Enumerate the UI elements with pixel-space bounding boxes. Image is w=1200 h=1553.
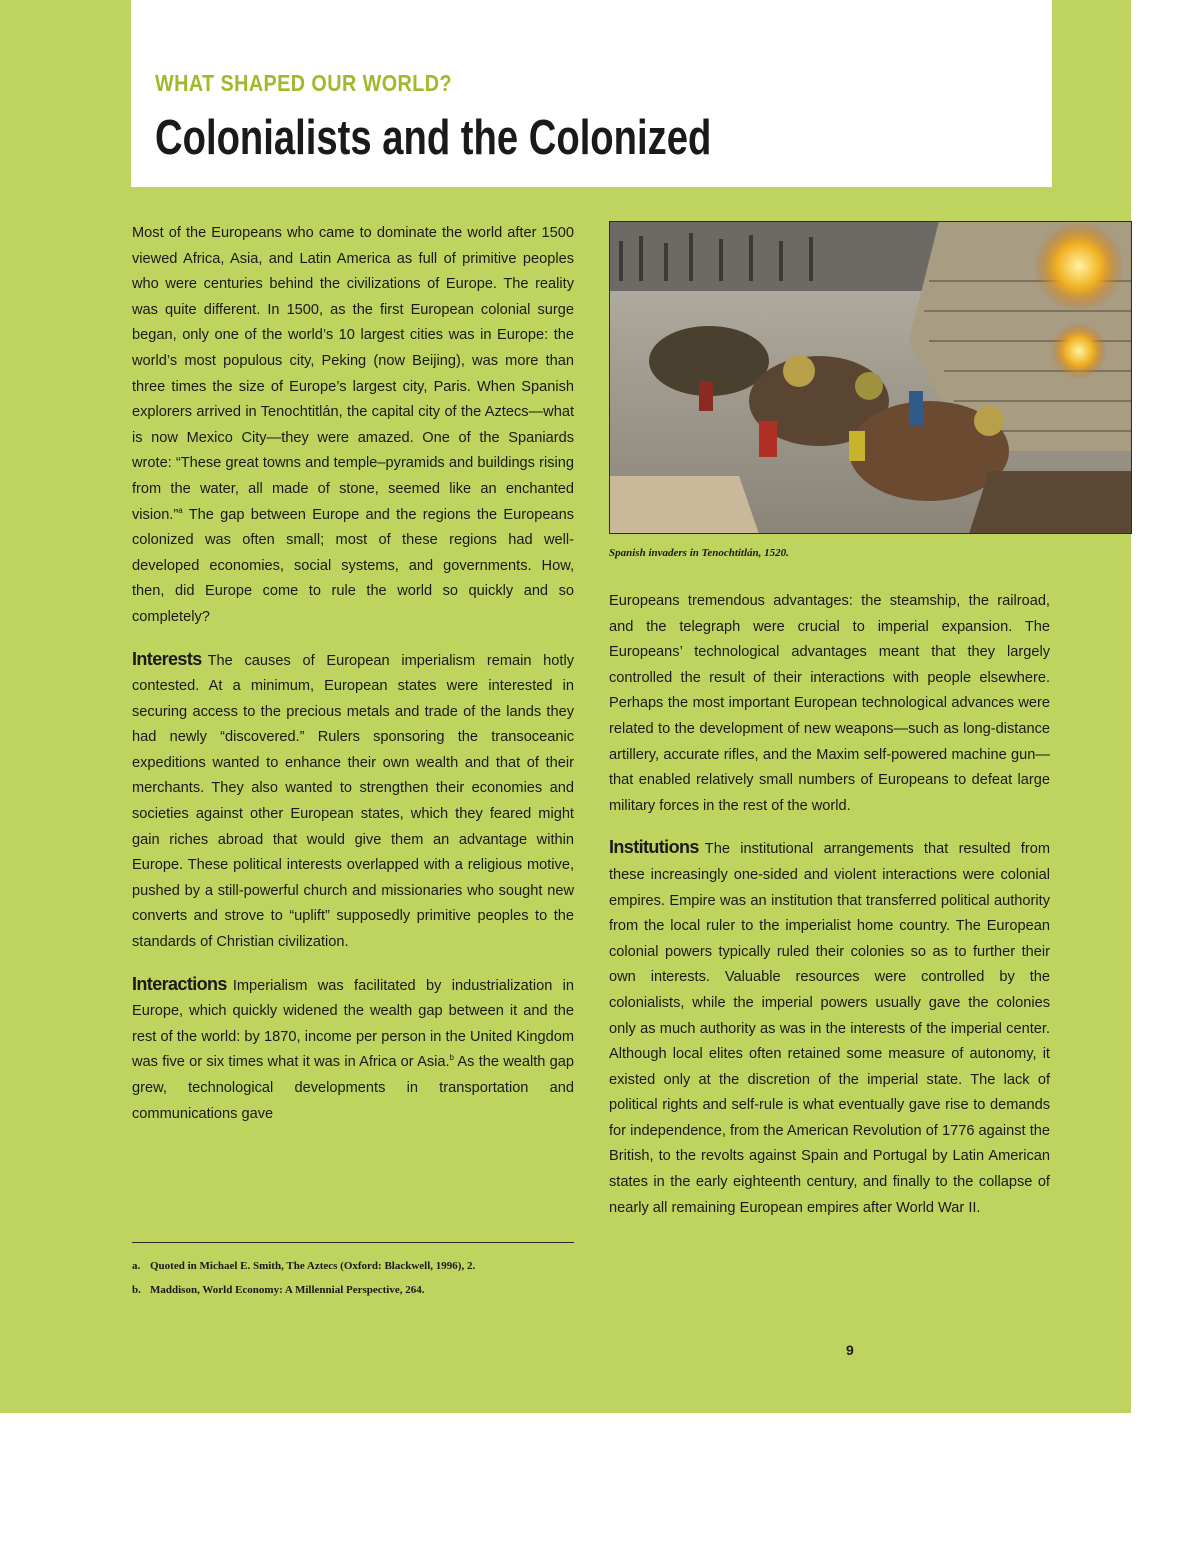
- interactions-tail: As the wealth gap grew, technological developments in transportation and communications gave: [132, 1054, 574, 1122]
- figure-caption: Spanish invaders in Tenochtitlán, 1520.: [609, 547, 789, 559]
- footnotes-list: [132, 1254, 574, 1302]
- right-column: [609, 589, 1050, 1221]
- interests-paragraph: [132, 647, 574, 956]
- page-number: 9: [846, 1342, 854, 1358]
- interactions-text: Imperialism was facilitated by industrialization in Europe, which quickly widened the wealth gap between it and the rest of the world: by 1870, income per person in the United Kingdom was five or six times what it was in Africa or Asia.: [132, 977, 574, 1071]
- section-kicker: WHAT SHAPED OUR WORLD?: [155, 70, 452, 96]
- institutions-paragraph: [609, 835, 1050, 1221]
- interests-heading: Interests: [132, 648, 202, 669]
- footnote-a-text: Quoted in Michael E. Smith, The Aztecs (Oxford: Blackwell, 1996), 2.: [150, 1260, 476, 1272]
- footnote-ref-b[interactable]: b: [449, 1053, 454, 1063]
- left-column: [132, 221, 574, 1127]
- intro-text: Most of the Europeans who came to dominate the world after 1500 viewed Africa, Asia, and Latin America as full of primitive peoples who were centuries behind the civilizations of Europe. The reality was quite different. In 1500, as the first European colonial surge began, only one of the world’s 10 largest cities was in Europe: the world’s most populous city, Peking (now Beijing), was more than three times the size of Europe’s largest city, Paris. When Spanish explorers arrived in Tenochtitlán, the capital city of the Aztecs—what is now Mexico City—they were amazed. One of the Spaniards wrote: “These great towns and temple–pyramids and buildings rising from the water, all made of stone, seemed like an enchanted vision.”: [132, 225, 574, 523]
- footnote-a-mark: a.: [132, 1260, 141, 1272]
- footnote-rule: [132, 1242, 574, 1243]
- interactions-heading: Interactions: [132, 973, 227, 994]
- intro-tail: The gap between Europe and the regions the Europeans colonized was often small; most of these regions had well-developed economies, social systems, and governments. How, then, did Europe come to rule the world so quickly and so completely?: [132, 506, 574, 625]
- institutions-text: The institutional arrangements that resulted from these increasingly one-sided and violent interactions were colonial empires. Empire was an institution that transferred political authority from the local ruler to the imperialist home country. The European colonial powers typically ruled their colonies so as to further their own interests. Valuable resources were controlled by the colonialists, while the imperial powers usually gave the colonies only as much authority as was in the interests of the imperial center. Although local elites often retained some measure of autonomy, it existed only at the discretion of the imperial state. The lack of political rights and self-rule is what eventually gave rise to demands for independence, from the American Revolution of 1776 against the British, to the revolts against Spain and Portugal by Latin American states in the early eighteenth century, and finally to the collapse of nearly all remaining European empires after World War II.: [609, 841, 1050, 1216]
- institutions-heading: Institutions: [609, 837, 699, 858]
- page-title: Colonialists and the Colonized: [155, 111, 712, 165]
- footnote-a: [132, 1254, 574, 1278]
- footnote-ref-a[interactable]: a: [178, 505, 183, 515]
- footnote-b-text: Maddison, World Economy: A Millennial Perspective, 264.: [150, 1284, 425, 1296]
- illustration-image: [609, 221, 1132, 534]
- continuation-paragraph: Europeans tremendous advantages: the steamship, the railroad, and the telegraph were crucial to imperial expansion. The Europeans’ technological advantages meant that they largely controlled the result of their interactions with people elsewhere. Perhaps the most important European technological advances were related to the development of new weapons—such as long-distance artillery, accurate rifles, and the Maxim self-powered machine gun—that enabled relatively small numbers of Europeans to defeat large military forces in the rest of the world.: [609, 593, 1050, 814]
- footnote-b: [132, 1278, 574, 1302]
- intro-paragraph: [132, 221, 574, 631]
- interests-text: The causes of European imperialism remain hotly contested. At a minimum, European states were interested in securing access to the precious metals and trade of the lands they had newly “discovered.” Rulers sponsoring the transoceanic expeditions wanted to enhance their own wealth and that of their merchants. They also wanted to strengthen their economies and societies against other European states, which they feared might gain riches abroad that would give them an advantage within Europe. These political interests overlapped with a religious motive, pushed by a still-powerful church and missionaries who sought new converts and strove to “uplift” supposedly primitive peoples to the standards of Christian civilization.: [132, 652, 574, 951]
- footnote-b-mark: b.: [132, 1284, 141, 1296]
- interactions-paragraph: [132, 972, 574, 1128]
